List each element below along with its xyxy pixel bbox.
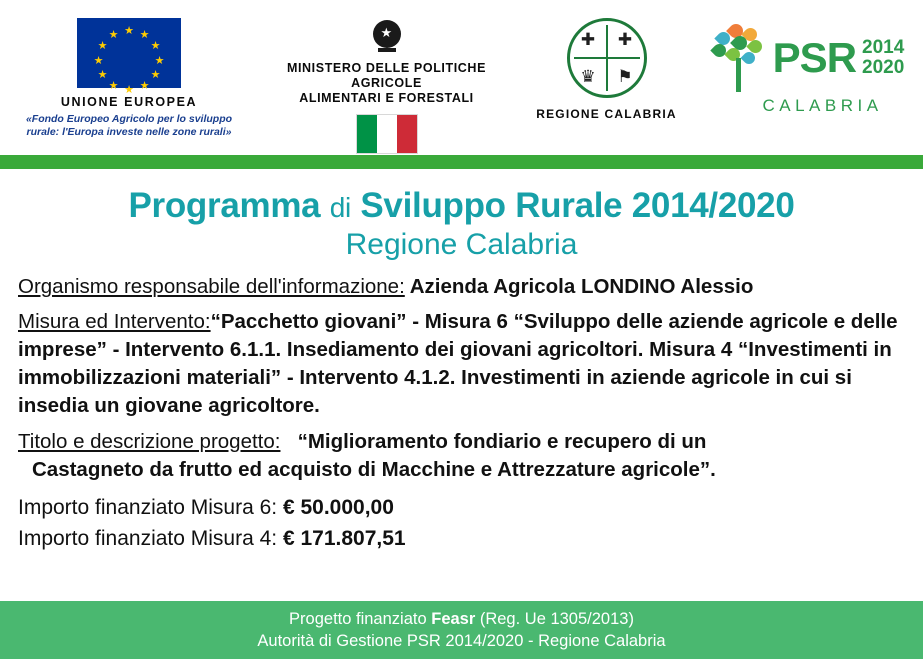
importo-misura4-row xyxy=(18,523,905,554)
titolo-row xyxy=(18,428,905,456)
importo-misura4-value: € 171.807,51 xyxy=(282,527,406,550)
psr-region: CALABRIA xyxy=(762,96,883,115)
misura-text: “Pacchetto giovani” - Misura 6 “Sviluppo delle aziende agricole e delle imprese” - Intervento 6.1.1. Insediamento dei giovani agricoltori. Misura 4 “Investimenti in immobilizzazioni materiali” - Intervento 4.1.2. Investimenti in aziende agricole in cui si insedia un giovane agricoltore. xyxy=(18,310,898,417)
importo-misura6-row xyxy=(18,492,905,523)
importo-misura6-label: Importo finanziato Misura 6: xyxy=(18,496,283,519)
crest-quad-1: ✚ xyxy=(580,29,596,49)
italy-flag-icon xyxy=(356,114,418,154)
titolo-line2: Castagneto da frutto ed acquisto di Macchine e Attrezzature agricole”. xyxy=(32,458,716,481)
page-title xyxy=(0,169,923,265)
ministero-line1: MINISTERO DELLE POLITICHE AGRICOLE xyxy=(286,61,487,90)
title-line1-a: Programma xyxy=(128,186,321,225)
footer-line1-b: Feasr xyxy=(431,610,476,628)
responsabile-label: Organismo responsabile dell'informazione: xyxy=(18,275,405,298)
italian-republic-emblem-icon: ★ xyxy=(370,18,404,56)
title-line1-light: di xyxy=(329,192,351,223)
responsabile-value: Azienda Agricola LONDINO Alessio xyxy=(409,275,754,298)
misura-label: Misura ed Intervento: xyxy=(18,310,211,333)
psr-wordmark: PSR xyxy=(772,34,857,81)
footer-bar xyxy=(0,601,923,659)
crest-quad-3: ♛ xyxy=(580,66,596,86)
green-divider xyxy=(0,155,923,169)
misura-row xyxy=(18,308,905,420)
psr-year-top: 2014 xyxy=(862,37,905,58)
crest-quad-4: ⚑ xyxy=(617,66,633,86)
eu-subtitle: «Fondo Europeo Agricolo per lo sviluppo rurale: l'Europa investe nelle zone rurali» xyxy=(25,113,233,138)
regione-caption: REGIONE CALABRIA xyxy=(536,107,677,121)
title-line1-b: Sviluppo Rurale 2014/2020 xyxy=(360,186,795,225)
footer-line1-c: (Reg. Ue 1305/2013) xyxy=(475,610,634,628)
footer-line1-a: Progetto finanziato xyxy=(289,610,432,628)
titolo-label: Titolo e descrizione progetto: xyxy=(18,430,281,453)
logo-eu xyxy=(4,18,254,139)
eu-flag-icon: ★ ★ ★ ★ ★ ★ ★ ★ ★ ★ ★ ★ xyxy=(77,18,181,88)
ministero-line2: ALIMENTARI E FORESTALI xyxy=(299,91,474,105)
footer-line2: Autorità di Gestione PSR 2014/2020 - Regione Calabria xyxy=(257,632,666,650)
psr-tree-icon xyxy=(709,22,769,94)
psr-year-bottom: 2020 xyxy=(862,57,905,78)
logo-regione-calabria xyxy=(519,18,694,121)
titolo-line1: “Miglioramento fondiario e recupero di un xyxy=(297,430,707,453)
importo-misura4-label: Importo finanziato Misura 4: xyxy=(18,527,283,550)
logo-ministero xyxy=(254,18,519,154)
title-line2: Regione Calabria xyxy=(345,228,578,261)
eu-title: UNIONE EUROPEA xyxy=(60,95,198,109)
crest-quad-2: ✚ xyxy=(617,29,633,49)
titolo-line2-row xyxy=(18,456,905,484)
importo-misura6-value: € 50.000,00 xyxy=(282,496,394,519)
logo-psr xyxy=(694,18,919,116)
footer-line1 xyxy=(289,608,634,630)
poster-body xyxy=(0,265,923,554)
logo-bar xyxy=(0,0,923,155)
regione-calabria-crest-icon xyxy=(567,18,647,98)
responsabile-row xyxy=(18,273,905,300)
